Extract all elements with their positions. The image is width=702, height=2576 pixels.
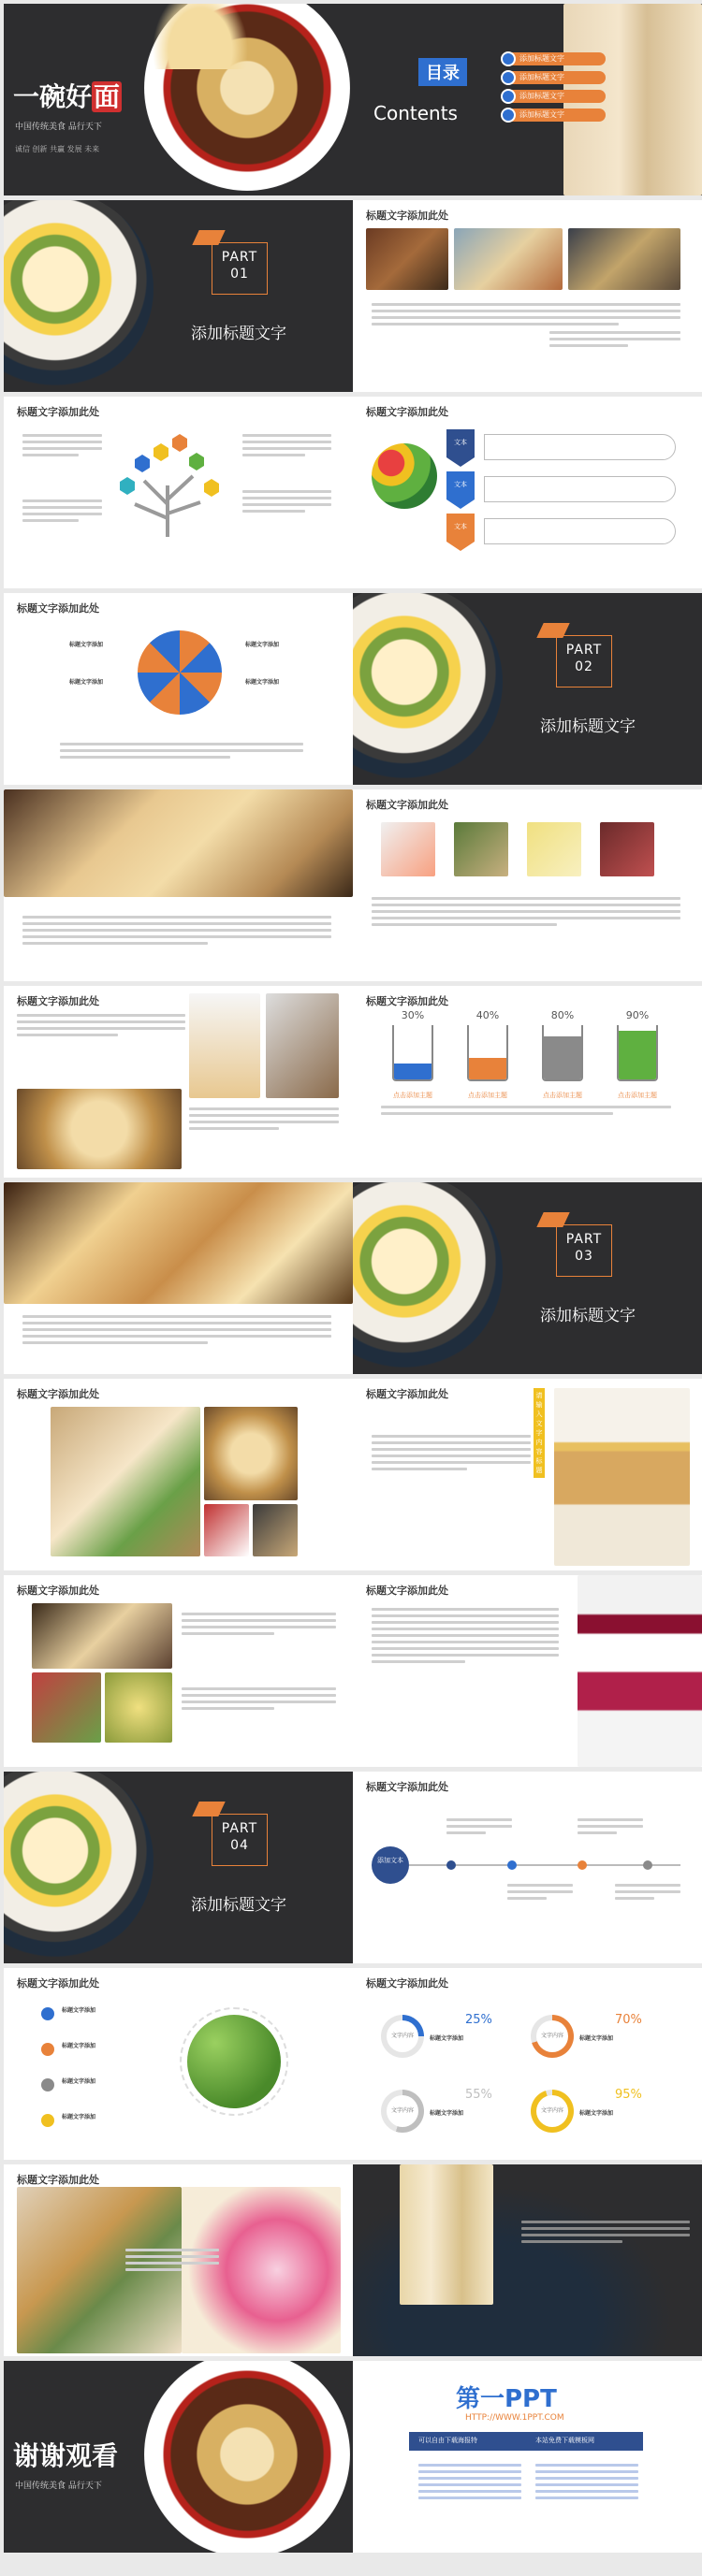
dumplings-image (17, 1089, 182, 1169)
brand-right-heading: 本站免费下载模板网 (535, 2437, 594, 2444)
body-text (17, 1014, 185, 1040)
slide-title: 标题文字添加此处 (17, 2174, 99, 2186)
slide-cover[interactable] (4, 4, 353, 195)
ring-inner: 文字内容 (536, 2095, 568, 2127)
slide-tree[interactable] (4, 397, 353, 588)
brand-left-heading: 可以自由下载海报特 (418, 2437, 477, 2444)
bar-fill (469, 1058, 506, 1079)
slide-title: 标题文字添加此处 (17, 1977, 99, 1990)
arrow-text-box (484, 476, 676, 502)
tree-diagram (107, 429, 228, 542)
slide-four-photos[interactable] (353, 789, 702, 981)
body-text (372, 1435, 531, 1474)
bar-fill (619, 1031, 656, 1079)
bar-caption: 点击添加主题 (393, 1092, 432, 1099)
slide-brand[interactable] (353, 2361, 702, 2553)
food-photo (51, 1407, 200, 1556)
slide-collage-2[interactable] (4, 1379, 353, 1570)
dumplings-image (204, 1407, 298, 1500)
ring-inner: 文字内容 (387, 2020, 418, 2052)
slide-title: 标题文字添加此处 (17, 1388, 99, 1400)
progress-ring (381, 2015, 424, 2058)
lifted-noodles-image (144, 4, 256, 69)
slide-timeline[interactable] (353, 1772, 702, 1963)
list-label: 标题文字添加 (62, 2114, 96, 2120)
arrow-text-box (484, 434, 676, 460)
slide-title: 标题文字添加此处 (366, 1977, 448, 1990)
umbrella-label: 标题文字添加 (69, 679, 104, 686)
ring-percent: 25% (465, 2013, 492, 2027)
body-text (22, 499, 102, 526)
ring-label: 标题文字添加 (579, 2035, 614, 2042)
toc-item-1[interactable] (503, 52, 606, 65)
ring-label: 标题文字添加 (430, 2110, 464, 2117)
body-text (549, 331, 680, 351)
brand-url[interactable]: HTTP://WWW.1PPT.COM (465, 2413, 564, 2423)
slide-title: 标题文字添加此处 (366, 995, 448, 1007)
cover-title: 一碗好面 (13, 81, 121, 112)
food-photo (32, 1672, 101, 1743)
bar-cup (542, 1025, 583, 1081)
food-photo (568, 228, 680, 290)
slide-title: 标题文字添加此处 (366, 210, 448, 222)
part-number: 03 (575, 1249, 593, 1264)
bar-percent: 40% (475, 1009, 500, 1021)
part-title: 添加标题文字 (540, 1307, 636, 1325)
slide-title: 标题文字添加此处 (366, 1388, 448, 1400)
cover-subtitle: 中国传统美食 品行天下 (15, 123, 102, 132)
slide-part-02[interactable] (353, 593, 702, 785)
toc-item-label: 添加标题文字 (519, 54, 564, 63)
slide-contents[interactable] (353, 4, 702, 195)
body-text (189, 1107, 339, 1134)
stir-fry-noodles-image (4, 1182, 353, 1304)
body-text (125, 2249, 219, 2275)
slide-noodle-lift[interactable] (353, 2164, 702, 2356)
progress-ring (531, 2090, 574, 2133)
dumplings-image (4, 789, 353, 897)
toc-title: 目录 (418, 58, 467, 86)
part-label: PART (565, 643, 603, 658)
part-number: 04 (230, 1838, 249, 1853)
progress-ring (381, 2090, 424, 2133)
slide-title: 标题文字添加此处 (17, 995, 99, 1007)
body-text (446, 1818, 512, 1838)
thanks-title: 谢谢观看 (13, 2440, 119, 2471)
slide-thanks[interactable] (4, 2361, 353, 2553)
food-photo (253, 1504, 298, 1556)
ramen-bowl-image (353, 593, 503, 780)
umbrella-label: 标题文字添加 (245, 642, 280, 648)
slide-part-04[interactable] (4, 1772, 353, 1963)
timeline-node (578, 1860, 587, 1870)
food-photo (204, 1504, 249, 1556)
toc-item-label: 添加标题文字 (519, 73, 564, 81)
part-label: PART (565, 1232, 603, 1247)
link-list[interactable] (418, 2464, 521, 2503)
slide-title: 标题文字添加此处 (366, 1781, 448, 1793)
part-label: PART (221, 1821, 258, 1836)
arrow-label: 文本 (454, 523, 467, 530)
body-text (372, 1608, 559, 1667)
cover-title-accent: 面 (94, 81, 121, 112)
vegetables-image (372, 443, 437, 509)
bar-fill (394, 1064, 431, 1079)
bar-percent: 30% (401, 1009, 425, 1021)
part-title: 添加标题文字 (191, 325, 286, 343)
timeline-node (446, 1860, 456, 1870)
list-bullet (41, 2078, 54, 2091)
slide-list-peas[interactable] (4, 1968, 353, 2160)
list-bullet (41, 2114, 54, 2127)
bar-cup (467, 1025, 508, 1081)
slide-photo-collage[interactable] (4, 986, 353, 1178)
list-label: 标题文字添加 (62, 2043, 96, 2049)
bar-caption: 点击添加主题 (543, 1092, 582, 1099)
brand-logo: 第一PPT (456, 2385, 557, 2413)
lifted-noodles-image (400, 2164, 493, 2305)
toc-subtitle: Contents (373, 102, 458, 124)
arrow-label: 文本 (454, 481, 467, 488)
part-number: 02 (575, 659, 593, 674)
body-text (242, 434, 331, 460)
timeline-start: 添加文本 (372, 1846, 409, 1884)
wine-glass-image (578, 1575, 702, 1767)
ring-label: 标题文字添加 (579, 2110, 614, 2117)
toc-item-3[interactable] (503, 90, 606, 103)
arrow-label: 文本 (454, 439, 467, 446)
ring-percent: 55% (465, 2088, 492, 2102)
toc-item-4[interactable] (503, 109, 606, 122)
food-photo (381, 822, 435, 876)
slide-title: 标题文字添加此处 (17, 602, 99, 615)
thanks-subtitle: 中国传统美食 品行天下 (15, 2482, 102, 2491)
cover-tags: 诚信 创新 共赢 发展 未来 (15, 145, 100, 153)
slide-bar-cups[interactable] (353, 986, 702, 1178)
body-text (242, 490, 331, 516)
ring-percent: 70% (615, 2013, 642, 2027)
body-text (60, 743, 303, 762)
umbrella-label: 标题文字添加 (69, 642, 104, 648)
timeline-node (643, 1860, 652, 1870)
body-text (182, 1687, 336, 1714)
food-photo (32, 1603, 172, 1669)
list-label: 标题文字添加 (62, 2007, 96, 2014)
bar-cup (392, 1025, 433, 1081)
food-photo (454, 822, 508, 876)
slide-dessert[interactable] (4, 2164, 353, 2356)
ring-inner: 文字内容 (387, 2095, 418, 2127)
food-photo (189, 993, 260, 1098)
ring-label: 标题文字添加 (430, 2035, 464, 2042)
slide-rings[interactable] (353, 1968, 702, 2160)
toc-item-2[interactable] (503, 71, 606, 84)
list-bullet (41, 2007, 54, 2020)
food-photo (366, 228, 448, 290)
food-photo (527, 822, 581, 876)
toc-item-dot (501, 108, 516, 123)
ramen-bowl-image (4, 200, 154, 387)
body-text (372, 303, 680, 329)
body-text (182, 1613, 336, 1639)
pancake-image (554, 1388, 690, 1566)
slide-title: 标题文字添加此处 (366, 406, 448, 418)
toc-item-label: 添加标题文字 (519, 92, 564, 100)
slide-dumpling-banner[interactable] (4, 789, 353, 981)
timeline-node (507, 1860, 517, 1870)
slide-noodle-banner[interactable] (4, 1182, 353, 1374)
food-photo (454, 228, 563, 290)
slide-title: 标题文字添加此处 (17, 1585, 99, 1597)
body-text (521, 2221, 690, 2247)
bar-percent: 90% (625, 1009, 650, 1021)
toc-item-dot (501, 51, 516, 66)
bar-caption: 点击添加主题 (468, 1092, 507, 1099)
food-photo (600, 822, 654, 876)
vertical-caption: 请输入文字内容标题 (534, 1388, 545, 1478)
list-label: 标题文字添加 (62, 2078, 96, 2085)
slide-part-01[interactable] (4, 200, 353, 392)
slide-collage-3[interactable] (4, 1575, 353, 1767)
slide-arrows[interactable] (353, 397, 702, 588)
toc-item-dot (501, 70, 516, 85)
part-title: 添加标题文字 (191, 1896, 286, 1915)
umbrella-chart (138, 630, 222, 715)
body-text (507, 1884, 573, 1903)
slide-part-03[interactable] (353, 1182, 702, 1374)
ring-inner: 文字内容 (536, 2020, 568, 2052)
toc-item-dot (501, 89, 516, 104)
body-text (615, 1884, 680, 1903)
slide-wine[interactable] (353, 1575, 702, 1767)
ring-percent: 95% (615, 2088, 642, 2102)
ramen-bowl-image (353, 1182, 503, 1369)
toc-item-label: 添加标题文字 (519, 110, 564, 119)
body-text (381, 1106, 671, 1119)
slide-umbrella[interactable] (4, 593, 353, 785)
slide-pancake[interactable] (353, 1379, 702, 1570)
part-number: 01 (230, 267, 249, 282)
bar-fill (544, 1036, 581, 1079)
body-text (372, 897, 680, 930)
ramen-bowl-image (4, 1772, 154, 1959)
body-text (22, 434, 102, 460)
body-text (578, 1818, 643, 1838)
bar-percent: 80% (550, 1009, 575, 1021)
bar-caption: 点击添加主题 (618, 1092, 657, 1099)
food-photo (105, 1672, 172, 1743)
part-title: 添加标题文字 (540, 717, 636, 736)
peas-ring (180, 2007, 288, 2116)
body-text (22, 1315, 331, 1348)
body-text (22, 916, 331, 948)
slide-content-photos[interactable] (353, 200, 702, 392)
slide-title: 标题文字添加此处 (366, 799, 448, 811)
progress-ring (531, 2015, 574, 2058)
slide-title: 标题文字添加此处 (17, 406, 99, 418)
slide-title: 标题文字添加此处 (366, 1585, 448, 1597)
arrow-column (446, 429, 484, 560)
umbrella-label: 标题文字添加 (245, 679, 280, 686)
noodle-bowl-image (144, 2361, 350, 2553)
list-bullet (41, 2043, 54, 2056)
bar-cup (617, 1025, 658, 1081)
arrow-text-box (484, 518, 676, 544)
part-label: PART (221, 250, 258, 265)
food-photo (266, 993, 339, 1098)
link-list[interactable] (535, 2464, 638, 2503)
